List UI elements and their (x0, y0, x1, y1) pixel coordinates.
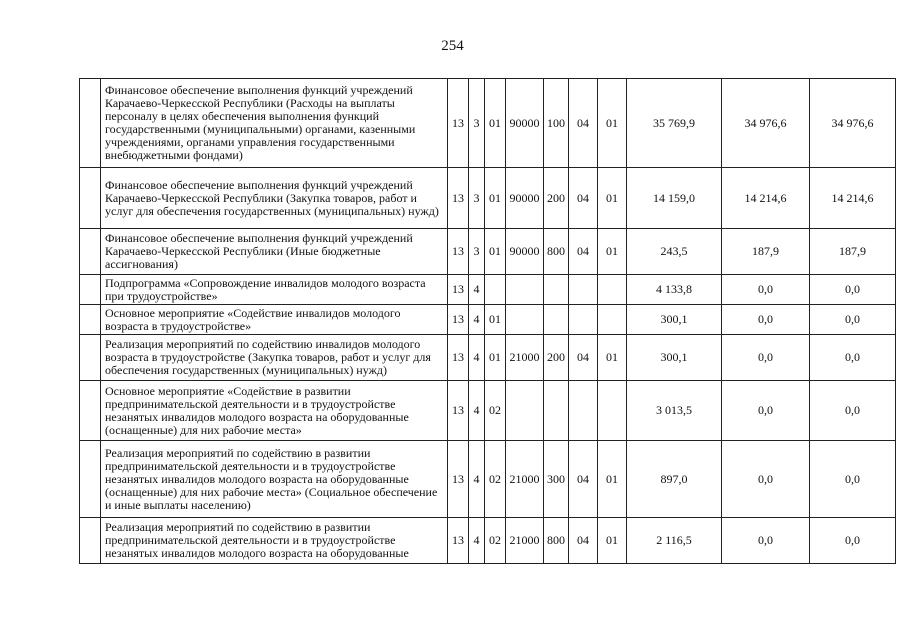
code-cell: 01 (598, 168, 627, 229)
code-cell: 04 (569, 335, 598, 381)
item-name-cell: Финансовое обеспечение выполнения функций учреждений Карачаево-Черкесской Республики (Иные бюджетные ассигнования) (101, 229, 448, 275)
amount-cell-year2: 187,9 (722, 229, 810, 275)
table-row (80, 305, 896, 335)
amount-cell-year2: 34 976,6 (722, 79, 810, 168)
code-cell: 4 (469, 275, 485, 305)
budget-table (79, 78, 896, 564)
code-cell: 4 (469, 518, 485, 564)
table-row (80, 229, 896, 275)
amount-cell-year3: 0,0 (810, 275, 896, 305)
item-name-cell: Финансовое обеспечение выполнения функций учреждений Карачаево-Черкесской Республики (Закупка товаров, работ и услуг для обеспечения государственных (муниципальных) нужд) (101, 168, 448, 229)
code-cell: 100 (544, 79, 569, 168)
code-cell: 02 (485, 518, 506, 564)
code-cell: 3 (469, 168, 485, 229)
code-cell (544, 305, 569, 335)
code-cell: 02 (485, 441, 506, 518)
code-cell: 4 (469, 381, 485, 441)
code-cell: 01 (485, 229, 506, 275)
amount-cell-year3: 34 976,6 (810, 79, 896, 168)
amount-cell-year1: 35 769,9 (627, 79, 722, 168)
code-cell (598, 275, 627, 305)
amount-cell-year1: 897,0 (627, 441, 722, 518)
code-cell (598, 381, 627, 441)
table-row (80, 518, 896, 564)
code-cell: 800 (544, 518, 569, 564)
code-cell: 3 (469, 79, 485, 168)
amount-cell-year2: 0,0 (722, 518, 810, 564)
code-cell: 13 (448, 518, 469, 564)
code-cell: 04 (569, 168, 598, 229)
code-cell: 90000 (506, 79, 544, 168)
code-cell: 01 (598, 335, 627, 381)
code-cell: 200 (544, 168, 569, 229)
amount-cell-year2: 0,0 (722, 441, 810, 518)
code-cell: 13 (448, 335, 469, 381)
table-row (80, 168, 896, 229)
amount-cell-year2: 0,0 (722, 305, 810, 335)
amount-cell-year2: 0,0 (722, 381, 810, 441)
table-row (80, 335, 896, 381)
code-cell: 02 (485, 381, 506, 441)
code-cell (506, 381, 544, 441)
amount-cell-year1: 243,5 (627, 229, 722, 275)
code-cell: 4 (469, 335, 485, 381)
amount-cell-year3: 14 214,6 (810, 168, 896, 229)
code-cell: 200 (544, 335, 569, 381)
row-number-cell (80, 381, 101, 441)
item-name-cell: Основное мероприятие «Содействие инвалидов молодого возраста в трудоустройстве» (101, 305, 448, 335)
table-row (80, 275, 896, 305)
code-cell: 04 (569, 441, 598, 518)
code-cell: 13 (448, 381, 469, 441)
code-cell: 21000 (506, 518, 544, 564)
row-number-cell (80, 441, 101, 518)
code-cell: 800 (544, 229, 569, 275)
amount-cell-year2: 0,0 (722, 335, 810, 381)
row-number-cell (80, 275, 101, 305)
amount-cell-year1: 300,1 (627, 335, 722, 381)
page-number: 254 (441, 38, 464, 54)
amount-cell-year3: 0,0 (810, 381, 896, 441)
code-cell (506, 275, 544, 305)
row-number-cell (80, 168, 101, 229)
code-cell: 13 (448, 275, 469, 305)
code-cell: 4 (469, 441, 485, 518)
code-cell: 01 (485, 335, 506, 381)
code-cell: 13 (448, 168, 469, 229)
amount-cell-year2: 14 214,6 (722, 168, 810, 229)
code-cell: 01 (598, 441, 627, 518)
budget-table-container (79, 78, 896, 564)
code-cell (485, 275, 506, 305)
code-cell: 01 (485, 79, 506, 168)
item-name-cell: Финансовое обеспечение выполнения функций учреждений Карачаево-Черкесской Республики (Расходы на выплаты персоналу в целях обеспечения выполнения функций государственными (муниципальными) органами, казенными учреждениями, органами управления государственными внебюджетными фондами) (101, 79, 448, 168)
code-cell: 3 (469, 229, 485, 275)
code-cell: 01 (598, 518, 627, 564)
code-cell: 21000 (506, 441, 544, 518)
amount-cell-year1: 300,1 (627, 305, 722, 335)
amount-cell-year1: 4 133,8 (627, 275, 722, 305)
amount-cell-year1: 14 159,0 (627, 168, 722, 229)
code-cell: 01 (485, 305, 506, 335)
code-cell: 13 (448, 79, 469, 168)
code-cell (506, 305, 544, 335)
code-cell (544, 275, 569, 305)
amount-cell-year3: 0,0 (810, 305, 896, 335)
item-name-cell: Реализация мероприятий по содействию в развитии предпринимательской деятельности и в трудоустройстве незанятых инвалидов молодого возраста на оборудованные (оснащенные) для них рабочие места» (Социальное обеспечение и иные выплаты населению) (101, 441, 448, 518)
code-cell: 4 (469, 305, 485, 335)
row-number-cell (80, 305, 101, 335)
code-cell (569, 305, 598, 335)
code-cell (544, 381, 569, 441)
amount-cell-year3: 0,0 (810, 335, 896, 381)
code-cell: 04 (569, 229, 598, 275)
amount-cell-year3: 0,0 (810, 518, 896, 564)
table-row (80, 79, 896, 168)
row-number-cell (80, 229, 101, 275)
code-cell: 21000 (506, 335, 544, 381)
code-cell (569, 275, 598, 305)
amount-cell-year3: 0,0 (810, 441, 896, 518)
amount-cell-year2: 0,0 (722, 275, 810, 305)
row-number-cell (80, 79, 101, 168)
row-number-cell (80, 335, 101, 381)
code-cell: 300 (544, 441, 569, 518)
code-cell: 13 (448, 441, 469, 518)
item-name-cell: Реализация мероприятий по содействию инвалидов молодого возраста в трудоустройстве (Закупка товаров, работ и услуг для обеспечения государственных (муниципальных) нужд) (101, 335, 448, 381)
code-cell: 90000 (506, 168, 544, 229)
item-name-cell: Реализация мероприятий по содействию в развитии предпринимательской деятельности и в трудоустройстве незанятых инвалидов молодого возраста на оборудованные (101, 518, 448, 564)
item-name-cell: Основное мероприятие «Содействие в развитии предпринимательской деятельности и в трудоустройстве незанятых инвалидов молодого возраста на оборудованные (оснащенные) для них рабочие места» (101, 381, 448, 441)
code-cell: 04 (569, 518, 598, 564)
amount-cell-year3: 187,9 (810, 229, 896, 275)
code-cell (569, 381, 598, 441)
table-row (80, 381, 896, 441)
row-number-cell (80, 518, 101, 564)
code-cell: 01 (598, 79, 627, 168)
code-cell: 13 (448, 229, 469, 275)
code-cell: 01 (485, 168, 506, 229)
amount-cell-year1: 2 116,5 (627, 518, 722, 564)
amount-cell-year1: 3 013,5 (627, 381, 722, 441)
code-cell (598, 305, 627, 335)
code-cell: 04 (569, 79, 598, 168)
code-cell: 90000 (506, 229, 544, 275)
table-row (80, 441, 896, 518)
code-cell: 13 (448, 305, 469, 335)
code-cell: 01 (598, 229, 627, 275)
item-name-cell: Подпрограмма «Сопровождение инвалидов молодого возраста при трудоустройстве» (101, 275, 448, 305)
